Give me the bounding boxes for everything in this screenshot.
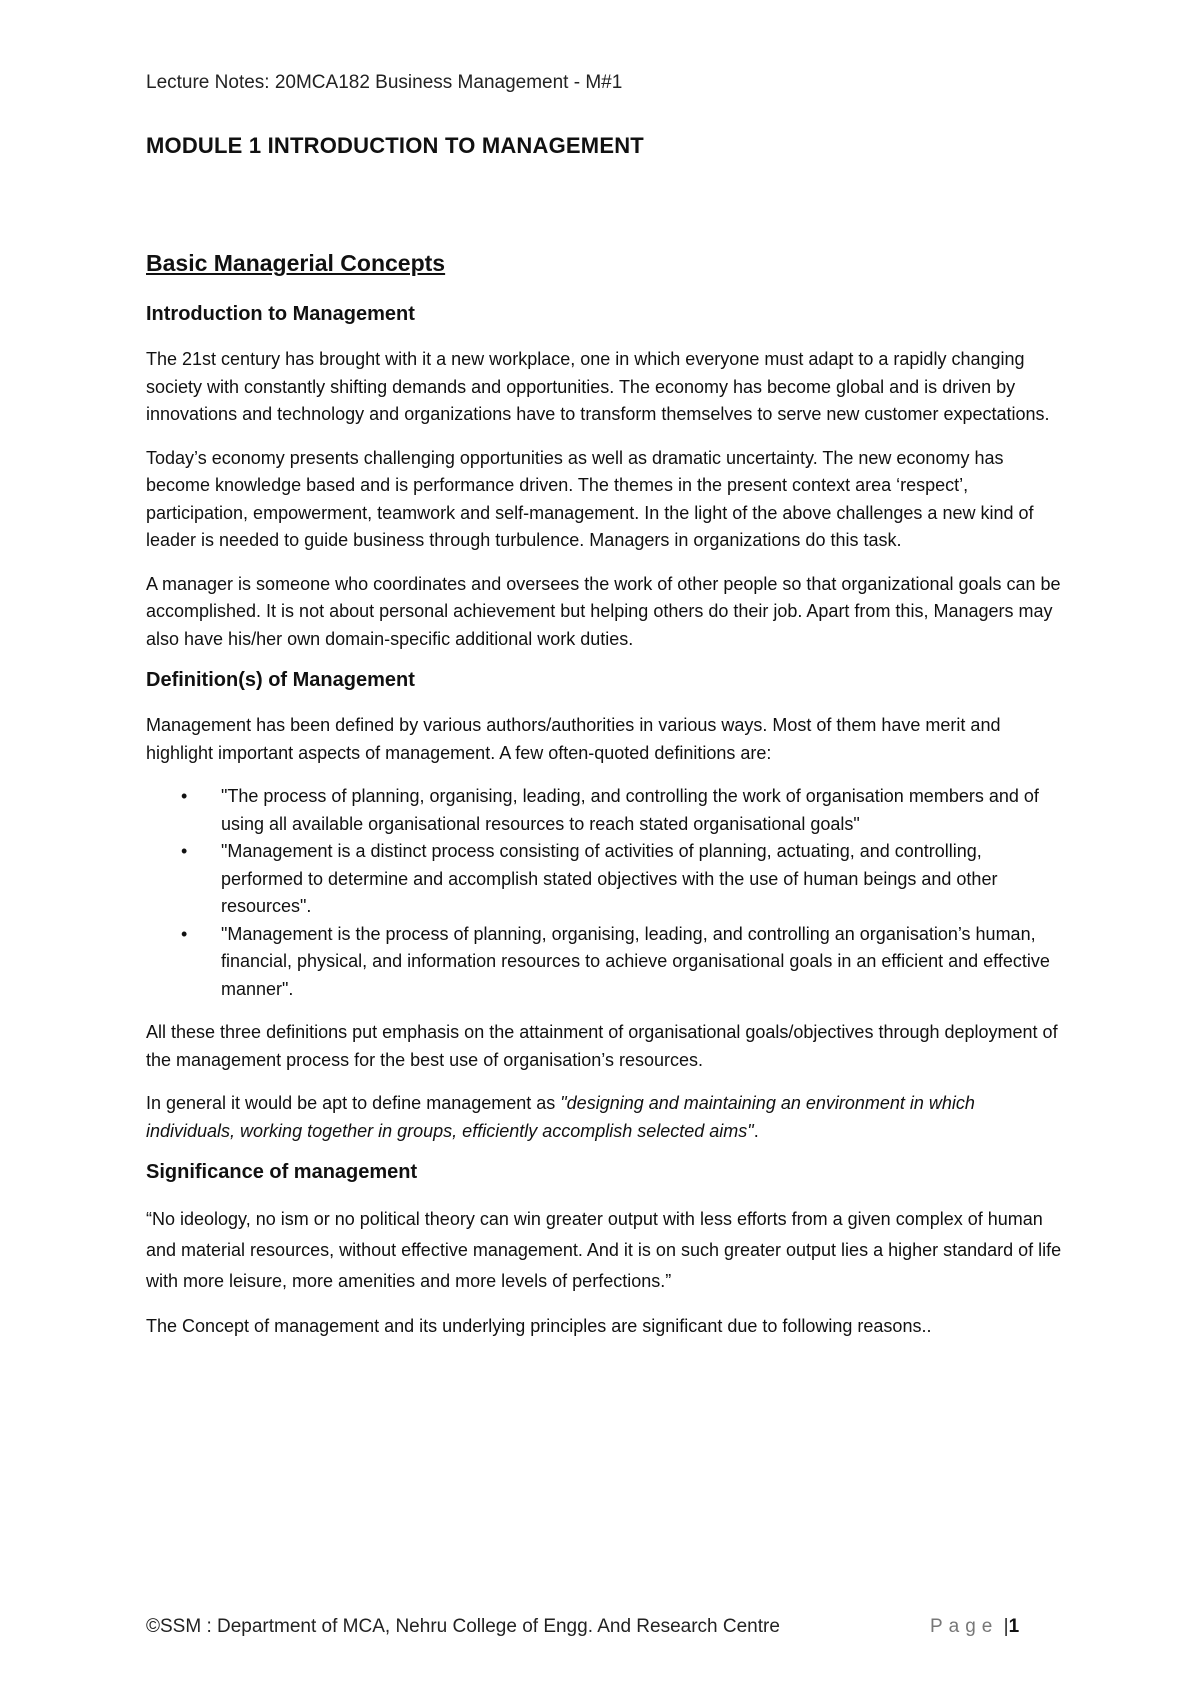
definition-text: "Management is a distinct process consisting of activities of planning, actuating, and controlling, performed to determine and accomplish stated objectives with the use of human beings and other resources".: [221, 841, 998, 916]
paragraph-intro-2: Today’s economy presents challenging opportunities as well as dramatic uncertainty. The new economy has become knowledge based and is performance driven. The themes in the present context area ‘respect’, participation, empowerment, teamwork and self-management. In the light of the above challenges a new kind of leader is needed to guide business through turbulence. Managers in organizations do this task.: [146, 447, 1034, 550]
general-definition-suffix: .: [753, 1120, 759, 1141]
paragraph-definitions-intro: Management has been defined by various authors/authorities in various ways. Most of them have merit and highlight important aspects of management. A few often-quoted definitions are:: [146, 715, 1001, 763]
paragraph-significance-closing: The Concept of management and its underlying principles are significant due to following reasons..: [146, 1316, 932, 1336]
list-item: [146, 921, 1066, 1004]
footer-institution: ©SSM : Department of MCA, Nehru College of Engg. And Research Centre: [146, 1616, 780, 1637]
definitions-list: [146, 783, 1066, 1003]
bullet-icon: •: [181, 841, 188, 861]
running-header: Lecture Notes: 20MCA182 Business Management - M#1: [146, 72, 623, 93]
footer-page-indicator: [930, 1616, 1019, 1638]
paragraph-general-definition: [146, 1090, 1066, 1145]
bullet-icon: •: [181, 786, 188, 806]
section-heading-significance: Significance of management: [146, 1161, 418, 1183]
main-content: [146, 250, 1066, 1357]
page-separator: |: [1003, 1616, 1009, 1637]
general-definition-prefix: In general it would be apt to define management as: [146, 1093, 561, 1113]
page-number: 1: [1008, 1616, 1020, 1637]
definition-text: "The process of planning, organising, leading, and controlling the work of organisation members and of using all available organisational resources to reach stated organisational goals": [221, 786, 1039, 834]
subheading-intro-management: Introduction to Management: [146, 303, 415, 325]
paragraph-definitions-summary: All these three definitions put emphasis on the attainment of organisational goals/objectives through deployment of the management process for the best use of organisation’s resources.: [146, 1022, 1058, 1070]
page-label: Page: [930, 1616, 999, 1637]
list-item: [146, 783, 1066, 838]
paragraph-intro-3: A manager is someone who coordinates and oversees the work of other people so that organizational goals can be accomplished. It is not about personal achievement but helping others do their job. Apart from this, Managers may also have his/her own domain-specific additional work duties.: [146, 573, 1061, 649]
definition-text: "Management is the process of planning, organising, leading, and controlling an organisation’s human, financial, physical, and information resources to achieve organisational goals in an efficient and effective manner".: [221, 923, 1050, 999]
paragraph-intro-1: The 21st century has brought with it a new workplace, one in which everyone must adapt to a rapidly changing society with constantly shifting demands and opportunities. The economy has become global and is driven by innovations and technology and organizations have to transform themselves to serve new customer expectations.: [146, 349, 1050, 424]
general-definition-quote: "designing and maintaining an environment in which individuals, working together in groups, efficiently accomplish selected aims": [146, 1093, 975, 1141]
module-title: MODULE 1 INTRODUCTION TO MANAGEMENT: [146, 133, 644, 158]
bullet-icon: •: [181, 923, 188, 944]
list-item: [146, 838, 1066, 921]
section-heading-basic-concepts: Basic Managerial Concepts: [146, 250, 446, 276]
paragraph-significance-quote: “No ideology, no ism or no political theory can win greater output with less efforts from a given complex of human and material resources, without effective management. And it is on such greater output lies a higher standard of life with more leisure, more amenities and more levels of perfections.”: [146, 1209, 1062, 1291]
section-heading-definitions: Definition(s) of Management: [146, 669, 415, 691]
